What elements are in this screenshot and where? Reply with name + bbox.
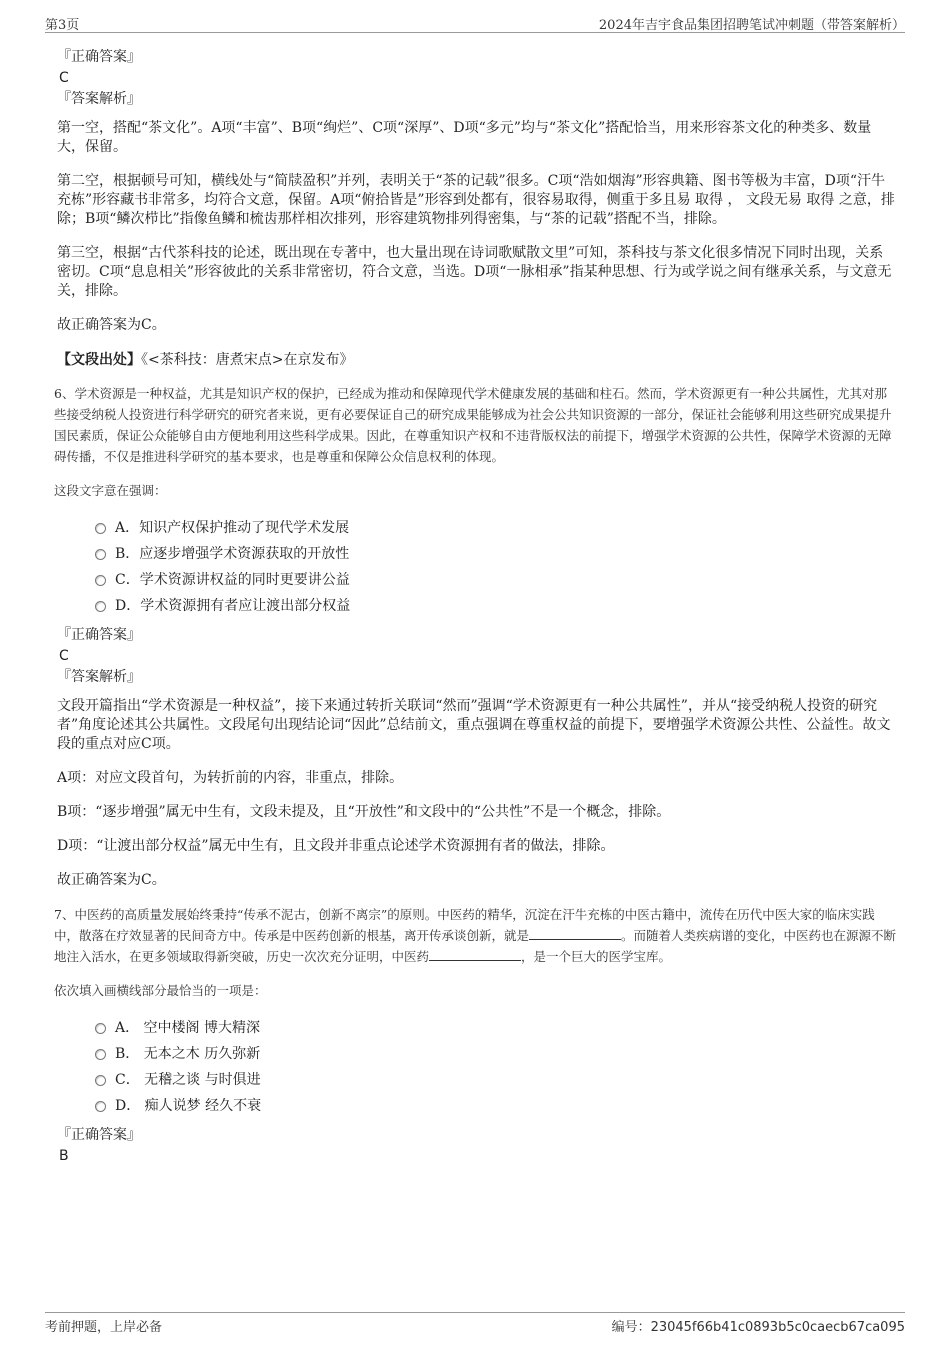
question-7-options — [95, 1015, 897, 1119]
analysis-paragraph: 第三空，根据“古代茶科技的论述，既出现在专著中，也大量出现在诗词歌赋散文里”可知，茶科技与茶文化很多情况下同时出现，关系密切。C项“息息相关”形容彼此的关系非常密切，符合文意，当选。D项“一脉相承”指某种思想、行为或学说之间有继承关系，与文意无关，排除。 — [57, 245, 892, 299]
option-a[interactable]: A．知识产权保护推动了现代学术发展 — [95, 515, 897, 541]
question-6-prompt: 这段文字意在强调： — [54, 483, 167, 498]
option-c[interactable]: C． 无稽之谈 与时俱进 — [95, 1067, 897, 1093]
question-7-text: 7、中医药的高质量发展始终秉持“传承不泥古，创新不离宗”的原则。中医药的精华，沉淀在汗牛充栋的中医古籍中，流传在历代中医大家的临床实践中，散落在疗效显著的民间奇方中。传承是中医药创新的根基，离开传承谈创新，就是 。而随着人类疾病谱的变化，中医药也在源源不断地注入活水，在更多领域取得新突破，历史一次次充分证明，中医药 ，是一个巨大的医学宝库。 — [54, 907, 897, 964]
fill-blank — [429, 948, 521, 961]
radio-icon[interactable] — [95, 1075, 106, 1086]
answer-label: 『正确答案』 — [57, 627, 141, 643]
option-c[interactable]: C．学术资源讲权益的同时更要讲公益 — [95, 567, 897, 593]
answer-value: C — [59, 70, 69, 86]
option-d[interactable]: D． 痴人说梦 经久不衰 — [95, 1093, 897, 1119]
document-body — [54, 45, 897, 1167]
answer-label: 『正确答案』 — [57, 1127, 141, 1143]
radio-icon[interactable] — [95, 601, 106, 612]
footer-slogan: 考前押题，上岸必备 — [45, 1320, 163, 1335]
option-b[interactable]: B．应逐步增强学术资源获取的开放性 — [95, 541, 897, 567]
analysis-paragraph: 第一空，搭配“茶文化”。A项“丰富”、B项“绚烂”、C项“深厚”、D项“多元”均与“茶文化”搭配恰当，用来形容茶文化的种类多、数量大，保留。 — [57, 120, 872, 155]
radio-icon[interactable] — [95, 575, 106, 586]
radio-icon[interactable] — [95, 523, 106, 534]
analysis-paragraph: 文段开篇指出“学术资源是一种权益”，接下来通过转折关联词“然而”强调“学术资源更有一种公共属性”，并从“接受纳税人投资的研究者”角度论述其公共属性。文段尾句出现结论词“因此”总结前文，重点强调在尊重权益的前提下，要增强学术资源公共性、公益性。故文段的重点对应C项。 — [57, 698, 891, 752]
question-6-text: 6、学术资源是一种权益，尤其是知识产权的保护，已经成为推动和保障现代学术健康发展的基础和柱石。然而，学术资源更有一种公共属性，尤其对那些接受纳税人投资进行科学研究的研究者来说，更有必要保证自己的研究成果能够成为社会公共知识资源的一部分，保证社会能够利用这些研究成果提升国民素质，保证公众能够自由方便地利用这些科学成果。因此，在尊重知识产权和不违背版权法的前提下，增强学术资源的公共性，保障学术资源的无障碍传播，不仅是推进科学研究的基本要求，也是尊重和保障公众信息权利的体现。 — [54, 386, 892, 464]
radio-icon[interactable] — [95, 549, 106, 560]
radio-icon[interactable] — [95, 1049, 106, 1060]
option-b[interactable]: B． 无本之木 历久弥新 — [95, 1041, 897, 1067]
analysis-label: 『答案解析』 — [57, 669, 141, 685]
radio-icon[interactable] — [95, 1023, 106, 1034]
source-title: 《<茶科技：唐煮宋点>在京发布》 — [141, 352, 354, 368]
fill-blank — [529, 927, 621, 940]
page-number: 第3页 — [45, 18, 80, 33]
source-label: 【文段出处】 — [57, 352, 141, 368]
document-code: 编号：23045f66b41c0893b5c0caecb67ca095 — [611, 1320, 905, 1335]
radio-icon[interactable] — [95, 1101, 106, 1112]
question-6-options — [95, 515, 897, 619]
analysis-conclusion: 故正确答案为C。 — [57, 317, 166, 333]
analysis-paragraph: 第二空，根据顿号可知，横线处与“简牍盈积”并列，表明关于“茶的记载”很多。C项“浩如烟海”形容典籍、图书等极为丰富，D项“汗牛充栋”形容藏书非常多，均符合文意，保留。A项“俯拾皆是”形容到处都有，很容易取得，侧重于多且易 取得 ， 文段无易 取得 之意，排除；B项“鳞次栉比”指像鱼鳞和梳齿那样相次排列，形容建筑物排列得密集，与“茶的记载”搭配不当，排除。 — [57, 173, 895, 227]
answer-value: B — [59, 1148, 69, 1164]
source-line — [57, 351, 897, 370]
analysis-conclusion: 故正确答案为C。 — [57, 872, 166, 888]
option-d[interactable]: D．学术资源拥有者应让渡出部分权益 — [95, 593, 897, 619]
document-title: 2024年吉宇食品集团招聘笔试冲刺题（带答案解析） — [598, 18, 905, 33]
option-a[interactable]: A． 空中楼阁 博大精深 — [95, 1015, 897, 1041]
analysis-label: 『答案解析』 — [57, 91, 141, 107]
analysis-paragraph: A项：对应文段首句，为转折前的内容，非重点，排除。 — [57, 770, 404, 786]
page-header — [45, 12, 905, 33]
analysis-paragraph: B项：“逐步增强”属无中生有，文段未提及，且“开放性”和文段中的“公共性”不是一个概念，排除。 — [57, 804, 671, 820]
analysis-paragraph: D项：“让渡出部分权益”属无中生有，且文段并非重点论述学术资源拥有者的做法，排除。 — [57, 838, 615, 854]
answer-label: 『正确答案』 — [57, 49, 141, 65]
page-footer — [45, 1312, 905, 1333]
answer-value: C — [59, 648, 69, 664]
question-7-prompt: 依次填入画横线部分最恰当的一项是： — [54, 983, 267, 998]
